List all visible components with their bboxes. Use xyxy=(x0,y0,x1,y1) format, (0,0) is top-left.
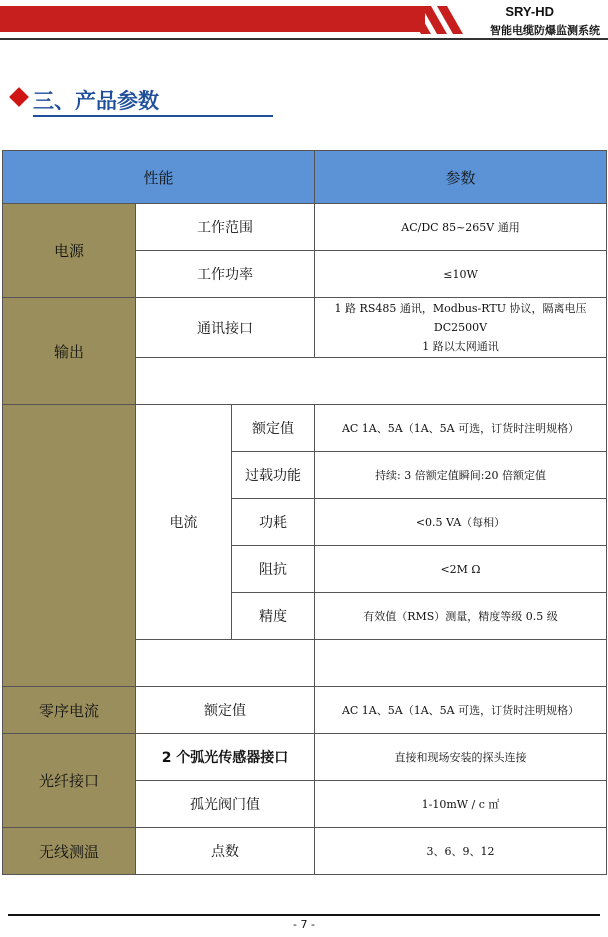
empty-cell xyxy=(136,640,315,687)
category-power: 电源 xyxy=(3,204,136,298)
empty-cell xyxy=(136,358,607,405)
current-group-label: 电流 xyxy=(136,405,232,640)
fiber-threshold-label: 孤光阀门值 xyxy=(136,781,315,828)
table-row xyxy=(3,204,607,251)
header-parameter: 参数 xyxy=(315,151,607,204)
empty-cell xyxy=(315,640,607,687)
current-rated-value: AC 1A、5A（1A、5A 可选，订货时注明规格） xyxy=(315,405,607,452)
section-diamond-icon xyxy=(9,87,29,107)
page-number: - 7 - xyxy=(293,918,315,931)
comm-interface-value xyxy=(315,298,607,358)
current-overload-value: 持续: 3 倍额定值瞬间:20 倍额定值 xyxy=(315,452,607,499)
table-row xyxy=(3,687,607,734)
wireless-points-value: 3、6、9、12 xyxy=(315,828,607,875)
current-impedance-label: 阻抗 xyxy=(232,546,315,593)
power-consumption-value: ≤10W xyxy=(315,251,607,298)
category-zero-sequence: 零序电流 xyxy=(3,687,136,734)
table-row xyxy=(3,405,607,452)
current-overload-label: 过载功能 xyxy=(232,452,315,499)
fiber-sensor-value: 直接和现场安装的探头连接 xyxy=(315,734,607,781)
current-power-label: 功耗 xyxy=(232,499,315,546)
comm-interface-label: 通讯接口 xyxy=(136,298,315,358)
comm-line-2: DC2500V xyxy=(433,321,488,334)
power-consumption-label: 工作功率 xyxy=(136,251,315,298)
category-fiber: 光纤接口 xyxy=(3,734,136,828)
section-title-underline xyxy=(33,115,273,117)
power-range-value: AC/DC 85~265V 通用 xyxy=(315,204,607,251)
header-performance: 性能 xyxy=(3,151,315,204)
current-impedance-value: <2M Ω xyxy=(315,546,607,593)
power-range-label: 工作范围 xyxy=(136,204,315,251)
category-blank xyxy=(3,405,136,687)
category-wireless-temp: 无线测温 xyxy=(3,828,136,875)
section-title: 三、产品参数 xyxy=(33,89,159,113)
header-product-code: SRY-HD xyxy=(505,4,554,19)
current-accuracy-value: 有效值（RMS）测量，精度等级 0.5 级 xyxy=(315,593,607,640)
comm-line-1: 1 路 RS485 通讯，Modbus-RTU 协议，隔离电压 xyxy=(334,302,587,315)
current-accuracy-label: 精度 xyxy=(232,593,315,640)
header-stripes-decoration xyxy=(405,4,475,36)
zero-seq-rated-label: 额定值 xyxy=(136,687,315,734)
wireless-points-label: 点数 xyxy=(136,828,315,875)
category-output: 输出 xyxy=(3,298,136,405)
footer-rule xyxy=(8,914,600,916)
table-header-row xyxy=(3,151,607,204)
table-row xyxy=(3,828,607,875)
table-row xyxy=(3,734,607,781)
header-system-name: 智能电缆防爆监测系统 xyxy=(490,24,600,37)
fiber-threshold-value: 1-10mW / c ㎡ xyxy=(315,781,607,828)
header-red-band xyxy=(0,6,425,32)
current-rated-label: 额定值 xyxy=(232,405,315,452)
comm-line-3: 1 路以太网通讯 xyxy=(422,340,499,353)
zero-seq-rated-value: AC 1A、5A（1A、5A 可选，订货时注明规格） xyxy=(315,687,607,734)
header-rule xyxy=(0,38,608,40)
table-row xyxy=(3,298,607,358)
parameter-table xyxy=(2,150,607,875)
current-power-value: <0.5 VA（每相） xyxy=(315,499,607,546)
fiber-sensor-label: 2 个弧光传感器接口 xyxy=(136,734,315,781)
